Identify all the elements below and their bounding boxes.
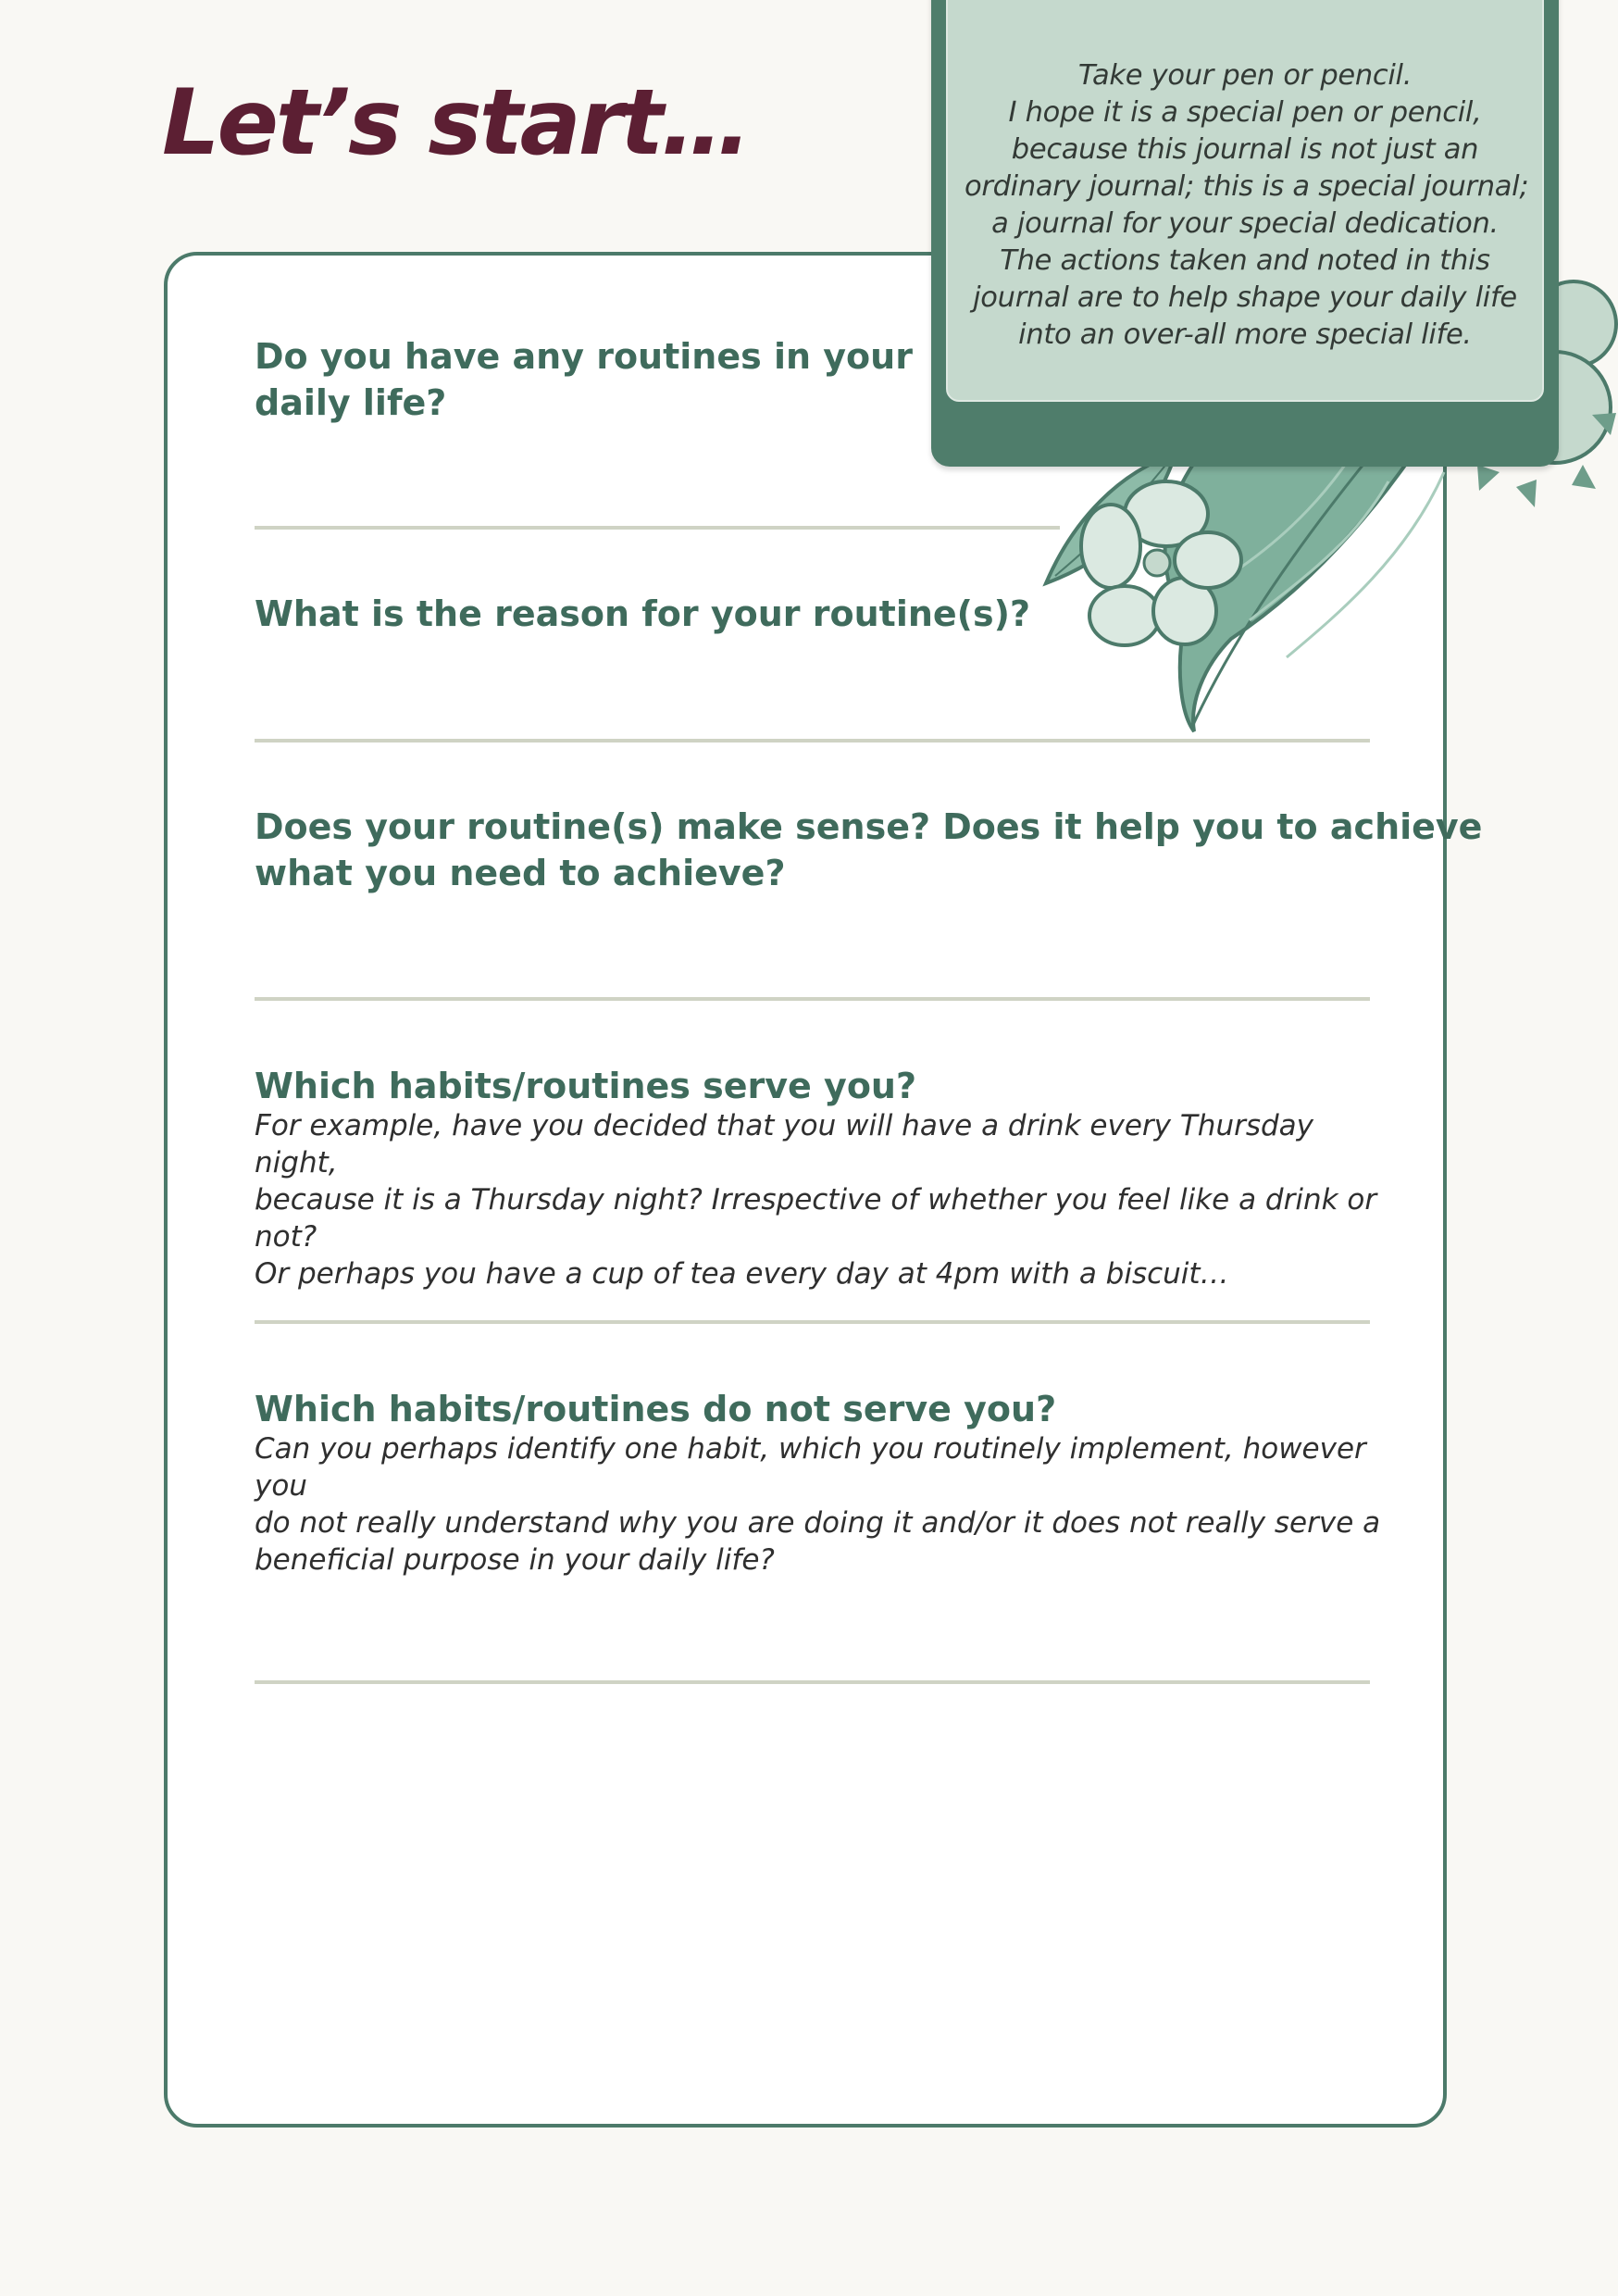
question-heading: Does your routine(s) make sense? Does it help you to achieve what you need to achieve? <box>255 806 1483 893</box>
intro-note-line: ordinary journal; this is a special journal; <box>965 170 1529 203</box>
question-note: For example, have you decided that you will have a drink every Thursday night, because it is a Thursday night? Irrespective of whether you feel like a drink or not? Or perhaps you have a cup of tea every day at 4pm with a biscuit… <box>255 1109 1377 1291</box>
intro-note-line: Take your pen or pencil. <box>1077 59 1413 92</box>
answer-line[interactable] <box>255 997 1370 1001</box>
intro-note-line: I hope it is a special pen or pencil, <box>1008 96 1482 129</box>
question-heading: Which habits/routines do not serve you? <box>255 1389 1057 1429</box>
intro-note-box <box>931 0 1559 467</box>
answer-line[interactable] <box>255 1680 1370 1684</box>
question-note: Can you perhaps identify one habit, which you routinely implement, however you do not really understand why you are doing it and/or it does not really serve a beneficial purpose in your daily life? <box>255 1432 1381 1577</box>
intro-note-panel <box>946 0 1544 402</box>
answer-line[interactable] <box>255 739 1370 742</box>
question-heading: What is the reason for your routine(s)? <box>255 593 1031 634</box>
answer-line[interactable] <box>255 526 1060 530</box>
page-title: Let’s start… <box>162 70 749 176</box>
intro-note-line: into an over-all more special life. <box>1018 318 1472 351</box>
intro-note-line: a journal for your special dedication. <box>991 207 1499 240</box>
question-heading: Which habits/routines serve you? <box>255 1066 917 1106</box>
intro-note-line: The actions taken and noted in this <box>1000 244 1490 277</box>
intro-note-line: journal are to help shape your daily life <box>973 281 1517 314</box>
answer-line[interactable] <box>255 1320 1370 1324</box>
question-heading: Do you have any routines in your daily life? <box>255 336 913 423</box>
intro-note-line: because this journal is not just an <box>1011 133 1479 166</box>
